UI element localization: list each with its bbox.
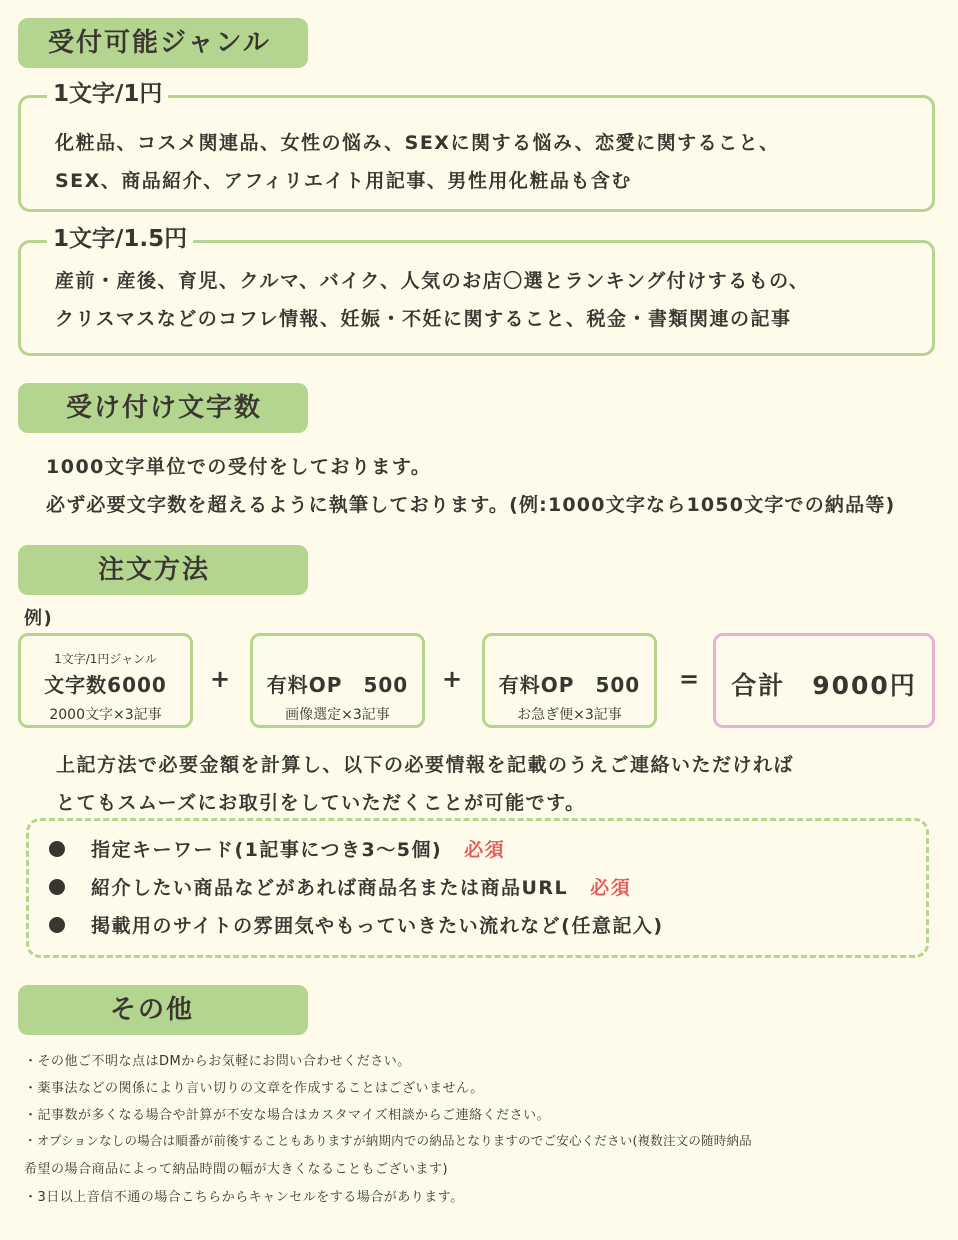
genre-tier-2-line-1: 産前・産後、育児、クルマ、バイク、人気のお店〇選とランキング付けするもの、 bbox=[55, 270, 810, 292]
genre-tier-1-line-1: 化粧品、コスメ関連品、女性の悩み、SEXに関する悩み、恋愛に関すること、 bbox=[55, 132, 780, 154]
section-heading-genres: 受付可能ジャンル bbox=[18, 18, 308, 68]
required-item-site-mood-text: 掲載用のサイトの雰囲気やもっていきたい流れなど(任意記入) bbox=[91, 915, 664, 937]
order-total-box bbox=[713, 633, 935, 728]
required-badge: 必須 bbox=[590, 877, 632, 899]
order-instruction-line-1: 上記方法で必要金額を計算し、以下の必要情報を記載のうえご連絡いただければ bbox=[56, 754, 795, 776]
order-box-characters-value: 文字数6000 bbox=[44, 673, 167, 697]
order-instruction-line-2: とてもスムーズにお取引をしていただくことが可能です。 bbox=[56, 792, 586, 814]
other-note-3: ・記事数が多くなる場合や計算が不安な場合はカスタマイズ相談からご連絡ください。 bbox=[24, 1108, 551, 1123]
plus-sign: + bbox=[441, 665, 463, 693]
bullet-icon bbox=[49, 917, 65, 933]
required-item-keywords bbox=[49, 835, 505, 862]
order-box-image-option bbox=[250, 633, 425, 728]
order-example-label: 例) bbox=[24, 608, 54, 629]
other-note-4-continued: 希望の場合商品によって納品時間の幅が大きくなることもございます) bbox=[24, 1162, 449, 1177]
required-item-site-mood bbox=[49, 911, 664, 938]
order-box-image-option-detail: 画像選定×3記事 bbox=[285, 707, 390, 723]
order-box-express-option bbox=[482, 633, 657, 728]
order-box-express-option-value: 有料OP 500 bbox=[498, 673, 641, 697]
bullet-icon bbox=[49, 879, 65, 895]
order-box-characters-detail: 2000文字×3記事 bbox=[49, 707, 162, 723]
genre-tier-1-line-2: SEX、商品紹介、アフィリエイト用記事、男性用化粧品も含む bbox=[55, 170, 632, 192]
equals-sign: = bbox=[678, 665, 700, 693]
genre-tier-2-line-2: クリスマスなどのコフレ情報、妊娠・不妊に関すること、税金・書類関連の記事 bbox=[55, 308, 792, 330]
other-note-2: ・薬事法などの関係により言い切りの文章を作成することはございません。 bbox=[24, 1081, 484, 1096]
order-box-express-option-detail: お急ぎ便×3記事 bbox=[517, 707, 622, 723]
required-info-box bbox=[26, 818, 929, 958]
order-box-characters-genre: 1文字/1円ジャンル bbox=[54, 652, 157, 666]
section-heading-wordcount: 受け付け文字数 bbox=[18, 383, 308, 433]
bullet-icon bbox=[49, 841, 65, 857]
other-note-5: ・3日以上音信不通の場合こちらからキャンセルをする場合があります。 bbox=[24, 1190, 464, 1205]
wordcount-line-2: 必ず必要文字数を超えるように執筆しております。(例:1000文字なら1050文字での納品等) bbox=[46, 494, 896, 516]
required-item-product bbox=[49, 873, 631, 900]
required-item-product-text: 紹介したい商品などがあれば商品名または商品URL bbox=[91, 877, 569, 899]
other-note-4: ・オプションなしの場合は順番が前後することもありますが納期内での納品となりますのでご安心ください(複数注文の随時納品 bbox=[24, 1133, 752, 1148]
order-box-characters bbox=[18, 633, 193, 728]
required-badge: 必須 bbox=[464, 839, 506, 861]
genre-tier-2-box bbox=[18, 226, 935, 356]
order-total-value: 合計 9000円 bbox=[731, 671, 917, 700]
genre-tier-1-label: 1文字/1円 bbox=[47, 79, 168, 109]
required-item-keywords-text: 指定キーワード(1記事につき3〜5個) bbox=[91, 839, 443, 861]
genre-tier-2-label: 1文字/1.5円 bbox=[47, 224, 193, 254]
section-heading-other: その他 bbox=[18, 985, 308, 1035]
order-box-image-option-value: 有料OP 500 bbox=[266, 673, 409, 697]
wordcount-line-1: 1000文字単位での受付をしております。 bbox=[46, 456, 432, 478]
genre-tier-1-box bbox=[18, 81, 935, 212]
plus-sign: + bbox=[209, 665, 231, 693]
section-heading-order: 注文方法 bbox=[18, 545, 308, 595]
other-note-1: ・その他ご不明な点はDMからお気軽にお問い合わせください。 bbox=[24, 1054, 411, 1069]
